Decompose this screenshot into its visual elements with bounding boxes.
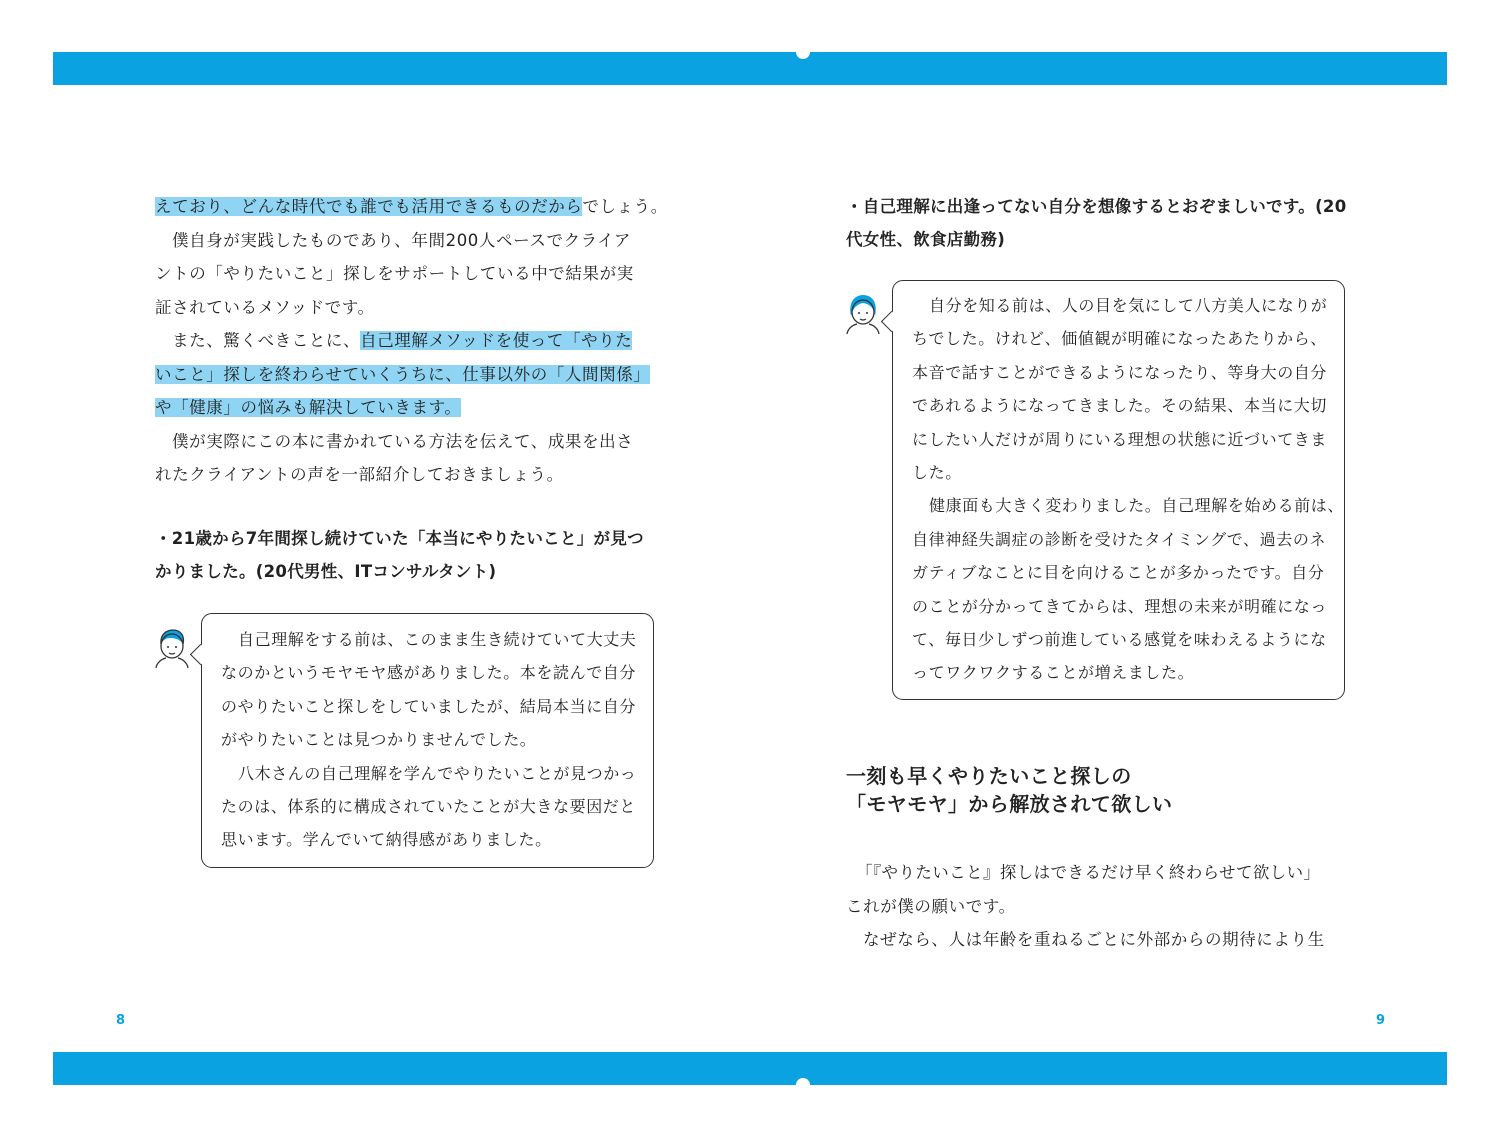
bubble-line: であれるようになってきました。その結果、本当に大切 (912, 396, 1328, 416)
paragraph-line: 「『やりたいこと』探しはできるだけ早く終わらせて欲しい」 (856, 863, 1321, 882)
bubble-line: 自分を知る前は、人の目を気にして八方美人になりが (929, 296, 1328, 315)
bubble-line: 自己理解をする前は、このまま生き続けていて大丈夫 (238, 630, 637, 649)
testimonial-title: ・21歳から7年間探し続けていた「本当にやりたいこと」が見つ (155, 528, 644, 548)
page-number-left: 8 (116, 1013, 126, 1028)
testimonial-bubble (201, 613, 654, 868)
bubble-line: 健康面も大きく変わりました。自己理解を始める前は、 (929, 496, 1345, 516)
bubble-line: ガティブなことに目を向けることが多かったです。自分 (912, 563, 1325, 583)
paragraph-line: れたクライアントの声を一部紹介しておきましょう。 (155, 465, 564, 484)
bubble-line: 思います。学んでいて納得感がありました。 (221, 830, 552, 850)
bubble-line: 自律神経失調症の診断を受けたタイミングで、過去のネ (912, 529, 1327, 549)
testimonial-title: ・自己理解に出逢ってない自分を想像するとおぞましいです。(20 (846, 197, 1347, 216)
bubble-line: 八木さんの自己理解を学んでやりたいことが見つかっ (238, 763, 637, 783)
bubble-line: にしたい人だけが周りにいる理想の状態に近づいてきま (912, 429, 1328, 449)
testimonial-title: 代女性、飲食店勤務) (846, 230, 1006, 249)
female-avatar-icon (843, 292, 883, 336)
bubble-line: たのは、体系的に構成されていたことが大きな要因だと (221, 797, 637, 817)
band-notch (796, 45, 810, 59)
paragraph-line: ントの「やりたいこと」探しをサポートしている中で結果が実 (155, 264, 634, 283)
bubble-line: のやりたいこと探しをしていましたが、結局本当に自分 (221, 696, 637, 716)
bubble-line: ってワクワクすることが増えました。 (912, 663, 1195, 683)
bubble-line: がやりたいことは見つかりませんでした。 (221, 730, 537, 750)
top-accent-band (53, 52, 1447, 85)
paragraph-line: 僕が実際にこの本に書かれている方法を伝えて、成果を出さ (172, 431, 634, 451)
band-notch (796, 1078, 810, 1092)
highlighted-text: や「健康」の悩みも解決していきます。 (155, 398, 462, 417)
paragraph-line: 証されているメソッドです。 (155, 297, 375, 317)
right-body-text (846, 856, 1346, 957)
bubble-line: なのかというモヤモヤ感がありました。本を読んで自分 (221, 663, 637, 683)
bubble-line: 本音で話すことができるようになったり、等身大の自分 (912, 362, 1328, 382)
bubble-line: ちでした。けれど、価値観が明確になったあたりから、 (912, 329, 1327, 349)
testimonial-bubble (892, 280, 1345, 700)
highlighted-text: えており、どんな時代でも誰でも活用できるものだから (155, 197, 583, 216)
section-heading-line: 一刻も早くやりたいこと探しの (846, 764, 1132, 788)
bubble-line: て、毎日少しずつ前進している感覚を味わえるようにな (912, 630, 1327, 650)
highlighted-text: いこと」探しを終わらせていくうちに、仕事以外の「人間関係」 (155, 364, 651, 384)
page-number-right: 9 (1376, 1013, 1386, 1028)
highlighted-text: 自己理解メソッドを使って「やりた (360, 331, 633, 350)
paragraph-line (155, 358, 665, 392)
paragraph-line (155, 324, 665, 358)
left-page-content (155, 190, 668, 588)
paragraph-line: なぜなら、人は年齢を重ねるごとに外部からの期待により生 (863, 930, 1325, 949)
paragraph-line (155, 391, 665, 425)
paragraph-line: これが僕の願いです。 (846, 896, 1016, 916)
bubble-tail (881, 311, 902, 332)
section-heading (846, 762, 1346, 818)
text: でしょう。 (582, 197, 668, 216)
section-heading-line: 「モヤモヤ」から解放されて欲しい (846, 792, 1173, 816)
right-page-content (846, 190, 1346, 256)
paragraph (155, 190, 668, 224)
testimonial-title: かりました。(20代男性、ITコンサルタント) (155, 561, 497, 581)
text: また、驚くべきことに、 (172, 331, 361, 350)
bottom-accent-band (53, 1052, 1447, 1085)
bubble-tail (190, 644, 211, 665)
male-avatar-icon (152, 626, 192, 670)
bubble-line: した。 (912, 463, 962, 483)
paragraph-line: 僕自身が実践したものであり、年間200人ペースでクライア (172, 230, 631, 250)
bubble-line: のことが分かってきてからは、理想の未来が明確になっ (912, 596, 1328, 616)
